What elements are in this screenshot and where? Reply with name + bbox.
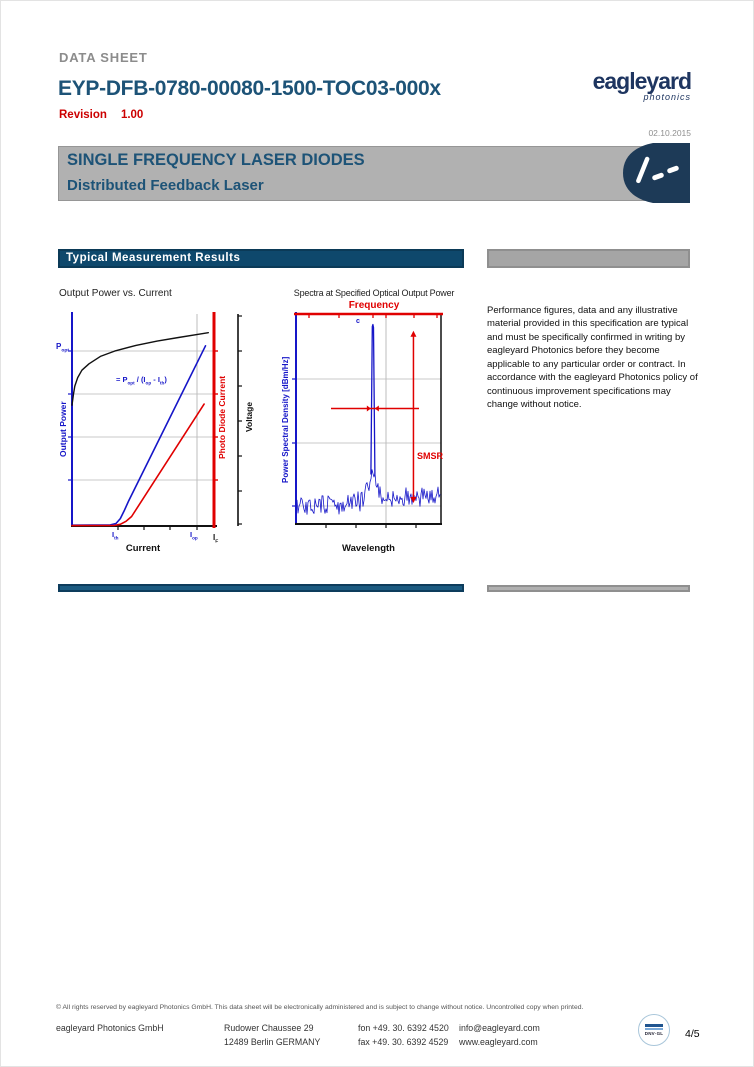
footer-website: www.eagleyard.com xyxy=(459,1036,538,1047)
eagleyard-logo xyxy=(579,70,691,102)
footer-phone-fon: fon +49. 30. 6392 4520 xyxy=(358,1023,449,1033)
footer-address-line2: 12489 Berlin GERMANY xyxy=(224,1036,321,1047)
chart1-left-axis-label: Output Power xyxy=(58,401,68,457)
dnv-bar xyxy=(645,1028,663,1031)
footer-web xyxy=(459,1022,540,1049)
chart1-voltage-axis-label: Voltage xyxy=(244,401,254,432)
chart2-plot xyxy=(279,284,469,569)
chart1-title: Output Power vs. Current xyxy=(59,288,172,299)
banner-line2: Distributed Feedback Laser xyxy=(67,177,264,194)
logo-wordmark: eagleyard xyxy=(592,68,691,94)
laser-diode-icon xyxy=(620,142,690,204)
footer-copyright: © All rights reserved by eagleyard Photonics GmbH. This data sheet will be electronically administered and is subject to change without notice. Uncontrolled copy when printed. xyxy=(56,1004,584,1011)
li-curve-chart xyxy=(56,284,271,569)
tick-iop: $I_{op}$ xyxy=(190,530,198,541)
product-title: EYP-DFB-0780-00080-1500-TOC03-000x xyxy=(58,77,441,100)
divider-gray xyxy=(487,585,690,592)
divider-blue xyxy=(58,584,464,592)
tick-ith: $I_{th}$ xyxy=(112,530,119,541)
revision-line xyxy=(59,109,143,121)
doc-type-label: DATA SHEET xyxy=(59,50,148,65)
footer-address-line1: Rudower Chaussee 29 xyxy=(224,1023,314,1033)
chart1-right-axis-label: Photo Diode Current xyxy=(217,375,227,459)
section-header-decoration xyxy=(487,249,690,268)
revision-value: 1.00 xyxy=(120,109,144,121)
tick-if: $I_F$ xyxy=(213,533,219,545)
popt-marker: $P_{opt}$ xyxy=(56,342,70,354)
product-family-banner xyxy=(58,146,689,201)
chart2-title: Spectra at Specified Optical Output Power xyxy=(293,288,455,298)
disclaimer-text: Performance figures, data and any illustrative material provided in this specification are typical and must be specifically confirmed in writing by eagleyard Photonics before they become applicable to any particular order or contract. In accordance with the eagleyard Photonics policy of continuous improvement specifications may change without notice. xyxy=(487,305,698,411)
section-header xyxy=(58,249,464,268)
footer-phone-fax: fax +49. 30. 6392 4529 xyxy=(358,1036,449,1047)
footer-company: eagleyard Photonics GmbH xyxy=(56,1023,164,1033)
chart2-x-label: Wavelength xyxy=(342,543,395,554)
dnv-bar xyxy=(645,1024,663,1027)
footer-address xyxy=(224,1022,320,1049)
spectrum-chart xyxy=(279,284,469,569)
chart2-y-axis-label: Power Spectral Density [dBm/Hz] xyxy=(281,356,290,484)
slope-annotation: = $P_{opt} / (I_{op} - I_{th})$ xyxy=(116,375,167,386)
chart2-top-axis-label: Frequency xyxy=(348,300,400,311)
footer-phone xyxy=(358,1022,449,1049)
chart1-plot xyxy=(56,284,271,569)
peak-marker: c xyxy=(356,318,360,325)
smsr-label: SMSR xyxy=(417,451,444,461)
revision-label: Revision xyxy=(59,109,107,121)
logo-subtitle: photonics xyxy=(643,92,691,102)
dnv-label: DNV·GL xyxy=(644,1031,664,1037)
banner-line1: SINGLE FREQUENCY LASER DIODES xyxy=(67,151,365,169)
dnv-gl-certification-logo xyxy=(638,1014,670,1046)
page-number: 4/5 xyxy=(685,1028,700,1040)
chart1-x-label: Current xyxy=(125,543,161,554)
section-title: Typical Measurement Results xyxy=(66,252,241,264)
document-date: 02.10.2015 xyxy=(648,128,691,138)
footer-email: info@eagleyard.com xyxy=(459,1023,540,1033)
